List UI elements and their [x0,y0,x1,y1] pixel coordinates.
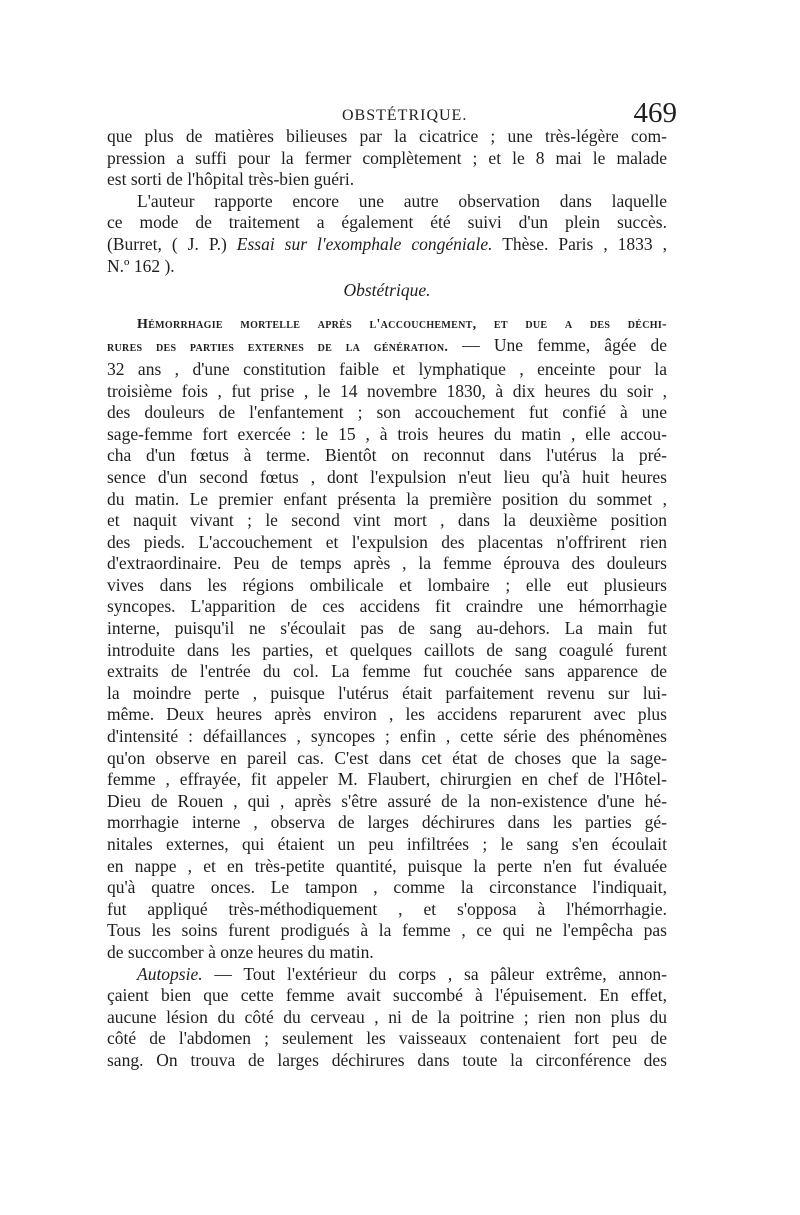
p1-line: est sorti de l'hôpital très-bien guéri. [107,169,355,190]
article-line: introduite dans les parties, et quelques caillots de sang coagulé furent [107,639,667,660]
article-line: 32 ans , d'une constitution faible et lymphatique , enceinte pour la [107,358,667,379]
article-lines [107,359,667,942]
running-title: OBSTÉTRIQUE. [342,107,468,124]
article-line: des douleurs de l'enfantement ; son accouchement fut confié à une [107,402,667,423]
autopsy-line: aucune lésion du côté du cerveau , ni de la poitrine ; rien non plus du [107,1006,667,1027]
article-line: des pieds. L'accouchement et l'expulsion des placentas n'offrirent rien [107,531,667,552]
article-title-2: rures des parties externes de la génération. [107,340,449,356]
article-line: même. Deux heures après environ , les accidens reparurent avec plus [107,704,667,725]
p2-line: ce mode de traitement a également été suivi d'un plein succès. [107,212,667,233]
article-line: d'intensité : défaillances , syncopes ; enfin , cette série des phénomènes [107,726,667,747]
article-title-1: Hémorrhagie mortelle après l'accouchement, et due a des déchi- [137,316,667,332]
autopsy-line: çaient bien que cette femme avait succombé à l'épuisement. En effet, [107,985,667,1006]
article-line: troisième fois , fut prise , le 14 novembre 1830, à dix heures du soir , [107,380,667,401]
p2-line: L'auteur rapporte encore une autre observation dans laquelle [137,190,667,211]
article-line: femme , effrayée, fit appeler M. Flaubert, chirurgien en chef de l'Hôtel- [107,769,667,790]
article-title-line [107,312,667,336]
autopsy-lines [107,985,667,1071]
p1-line: que plus de matières bilieuses par la cicatrice ; une très-légère com- [107,126,667,146]
autopsy-label: Autopsie. [137,963,203,984]
article-line: qu'on observe en pareil cas. C'est dans cet état de choses que la sage- [107,747,667,768]
article-line: cha d'un fœtus à terme. Bientôt on reconnut dans l'utérus la pré- [107,445,667,466]
section-title: Obstétrique. [343,280,431,301]
article-line: et naquit vivant ; le second vint mort , dans la deuxième position [107,510,667,531]
citation-end: N.º 162 ). [107,255,175,276]
autopsy-line: sang. On trouva de larges déchirures dans toute la circonférence des [107,1049,667,1070]
article-line: qu'à quatre onces. Le tampon , comme la circonstance l'indiquait, [107,877,667,898]
article-line: interne, puisqu'il ne s'écoulait pas de sang au-dehors. La main fut [107,618,667,639]
article-line: Dieu de Rouen , qui , après s'être assuré de la non-existence d'une hé- [107,790,667,811]
article-line: fut appliqué très-méthodiquement , et s'opposa à l'hémorrhagie. [107,898,667,919]
article-line: nitales externes, qui étaient un peu infiltrées ; le sang s'en écoulait [107,834,667,854]
citation-rest: Thèse. Paris , 1833 , [502,233,667,254]
article-line: Tous les soins furent prodigués à la femme , ce qui ne l'empêcha pas [107,920,667,941]
p1-line: pression a suffi pour la fermer complètement ; et le 8 mai le malade [107,147,667,168]
article-line: du matin. Le premier enfant présenta la première position du sommet , [107,488,667,509]
article-line: sage-femme fort exercée : le 15 , à trois heures du matin , elle accou- [107,423,667,444]
article-start: — Une femme, âgée de [448,335,668,356]
autopsy-first-line [107,964,667,986]
article-line: vives dans les régions ombilicale et lombaire ; elle eut plusieurs [107,574,667,595]
page-body [107,126,667,1072]
article-line: morrhagie interne , observa de larges déchirures dans les parties gé- [107,812,667,833]
citation-author: (Burret, ( J. P.) [107,233,227,254]
autopsy-line: côté de l'abdomen ; seulement les vaisseaux contenaient fort peu de [107,1028,667,1049]
article-line: d'extraordinaire. Peu de temps après , la femme éprouva des douleurs [107,553,667,574]
article-line: syncopes. L'apparition de ces accidens fit craindre une hémorrhagie [107,596,667,617]
citation-title: Essai sur l'exomphale congéniale. [236,233,493,254]
citation-line [107,234,667,256]
article-line: en nappe , et en très-petite quantité, puisque la perte n'en fut évaluée [107,855,667,876]
autopsy-first-rest: — Tout l'extérieur du corps , sa pâleur extrême, annon- [202,963,667,984]
page-number: 469 [633,97,677,129]
article-line: sence d'un second fœtus , dont l'expulsion n'eut lieu qu'à huit heures [107,466,667,487]
article-title-line [107,335,667,359]
article-last-line: de succomber à onze heures du matin. [107,941,374,962]
article-line: la moindre perte , puisque l'utérus était parfaitement revenu sur lui- [107,682,667,703]
article-line: extraits de l'entrée du col. La femme fut couchée sans apparence de [107,661,667,682]
